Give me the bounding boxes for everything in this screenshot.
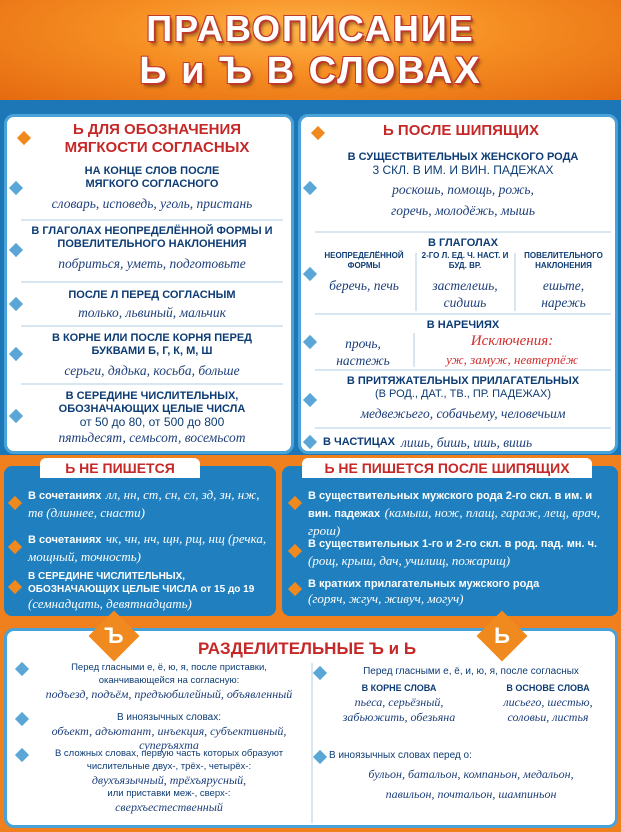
list-item (28, 570, 268, 612)
rule-caption: В СЕРЕДИНЕ ЧИСЛИТЕЛЬНЫХ, ОБОЗНАЧАЮЩИХ ЦЕЛЫЕ ЧИСЛА от 15 до 19 (28, 571, 255, 595)
diamond-icon (8, 540, 22, 554)
not-after-hushing-tab: Ь НЕ ПИШЕТСЯ ПОСЛЕ ШИПЯЩИХ (302, 458, 592, 478)
diamond-icon (8, 496, 22, 510)
column-examples: лисьего, шестью, соловьи, листья (503, 695, 593, 724)
exceptions-examples: уж, замуж, невтерпёж (446, 352, 578, 367)
diamond-icon (8, 580, 22, 594)
hard-sign-badge (89, 611, 140, 662)
rule-examples: только, львиный, мальчик (78, 305, 226, 320)
column-examples: пьеса, серьёзный, забьюжить, обезьяна (342, 695, 456, 724)
rule-caption: В СУЩЕСТВИТЕЛЬНЫХ ЖЕНСКОГО РОДА (347, 151, 579, 163)
list-item (33, 661, 305, 701)
rule-caption: В ЧАСТИЦАХ (323, 435, 396, 448)
list-item (33, 711, 305, 752)
list-item (28, 486, 268, 522)
not-written-tab: Ь НЕ ПИШЕТСЯ (40, 458, 200, 478)
rule-examples: сверхъестественный (115, 800, 223, 814)
rule-subcaption: (В РОД., ДАТ., ТВ., ПР. ПАДЕЖАХ) (374, 388, 552, 400)
separating-title: РАЗДЕЛИТЕЛЬНЫЕ Ъ и Ь (197, 639, 417, 658)
rule-examples: горечь, молодёжь, мышь (391, 203, 535, 218)
diamond-icon (303, 335, 317, 349)
not-written-panel (4, 460, 276, 616)
rule-examples: серьги, дядька, косьба, больше (64, 363, 240, 378)
rule-examples: павильон, почтальон, шампиньон (385, 787, 557, 801)
rule-caption: В ПРИТЯЖАТЕЛЬНЫХ ПРИЛАГАТЕЛЬНЫХ (346, 375, 580, 387)
diamond-icon (303, 435, 317, 449)
rule-caption: В иноязычных словах: (116, 712, 222, 723)
hushing-panel-title: Ь ПОСЛЕ ШИПЯЩИХ (382, 122, 540, 139)
list-item (21, 163, 283, 221)
divider (311, 663, 313, 823)
rule-caption: В КОРНЕ ИЛИ ПОСЛЕ КОРНЯ ПЕРЕД БУКВАМИ Б, Г, К, М, Ш (51, 332, 253, 357)
list-item (28, 530, 268, 566)
hard-sign-badge-letter: Ъ (104, 623, 124, 648)
rule-examples: объект, адъютант, инъекция, субъективный, суперъяхта (51, 724, 287, 752)
rule-subcaption: 3 СКЛ. В ИМ. И ВИН. ПАДЕЖАХ (372, 163, 554, 177)
soft-sign-panel (4, 114, 294, 454)
diamond-icon (288, 544, 302, 558)
panel-title-diamond-icon (311, 126, 325, 140)
list-item (329, 665, 613, 725)
list-item (21, 285, 283, 327)
column-head: В ОСНОВЕ СЛОВА (506, 683, 590, 693)
page-title-line2: Ь и Ъ В СЛОВАХ (139, 50, 482, 92)
rule-examples: побриться, уметь, подготовьте (58, 256, 246, 271)
diamond-icon (313, 750, 327, 764)
diamond-icon (15, 712, 29, 726)
rule-caption: ПОСЛЕ Л ПЕРЕД СОГЛАСНЫМ (68, 289, 236, 301)
rule-examples: (семнадцать, девятнадцать) (28, 596, 192, 611)
rule-caption: В существительных 1-го и 2-го скл. в род. пад. мн. ч. (308, 538, 598, 550)
rule-caption: В ГЛАГОЛАХ НЕОПРЕДЕЛЁННОЙ ФОРМЫ И ПОВЕЛИТЕЛЬНОГО НАКЛОНЕНИЯ (31, 225, 273, 250)
rule-examples: прочь, настежь (336, 336, 390, 368)
list-item (315, 317, 611, 371)
diamond-icon (288, 582, 302, 596)
rule-caption: В сложных словах, первую часть которых образуют числительные двух-, трёх-, четырёх-: (54, 748, 284, 772)
rule-caption: В ГЛАГОЛАХ (428, 237, 498, 249)
rule-examples: бульон, батальон, компаньон, медальон, (368, 767, 574, 781)
verb-column-examples: беречь, печь (329, 278, 399, 293)
divider (413, 333, 415, 367)
verb-column-examples: ешьте, нарежь (541, 278, 586, 310)
soft-sign-badge (477, 611, 528, 662)
rule-caption: НА КОНЦЕ СЛОВ ПОСЛЕ МЯГКОГО СОГЛАСНОГО (84, 165, 220, 190)
page-title-line1: ПРАВОПИСАНИЕ (146, 8, 475, 49)
rule-note: от 50 до 80, от 500 до 800 (79, 415, 225, 429)
not-after-hushing-panel (282, 460, 618, 616)
rule-examples: медвежьего, собачьему, человечьим (360, 406, 566, 421)
verb-column-head: 2-ГО Л. ЕД. Ч. НАСТ. И БУД. ВР. (421, 251, 509, 270)
rule-examples: (камыш, нож, плащ, гараж, лещ, врач, грош) (308, 505, 601, 538)
list-item (315, 373, 611, 429)
rule-caption: В НАРЕЧИЯХ (426, 319, 500, 331)
list-item (21, 387, 283, 451)
rule-examples: подъезд, подъём, предъюбилейный, объявленный (45, 687, 293, 701)
rule-caption: Перед гласными е, ё, и, ю, я, после согласных (363, 666, 579, 677)
diamond-icon (288, 496, 302, 510)
diamond-icon (15, 662, 29, 676)
soft-panel-title: Ь ДЛЯ ОБОЗНАЧЕНИЯ МЯГКОСТИ СОГЛАСНЫХ (64, 121, 250, 156)
list-item (315, 235, 611, 315)
verb-column-examples: застелешь, сидишь (432, 278, 498, 310)
rule-caption: В СЕРЕДИНЕ ЧИСЛИТЕЛЬНЫХ, ОБОЗНАЧАЮЩИХ ЦЕЛЫЕ ЧИСЛА (58, 390, 246, 415)
rule-examples: роскошь, помощь, рожь, (392, 182, 534, 197)
rule-examples: (рощ, крыш, дач, училищ, пожарищ) (308, 553, 511, 568)
exceptions-label: Исключения: (470, 333, 554, 349)
diamond-icon (313, 666, 327, 680)
list-item (33, 747, 305, 814)
verb-column-head: НЕОПРЕДЕЛЁННОЙ ФОРМЫ (324, 251, 404, 270)
list-item (315, 431, 611, 453)
rule-caption: В существительных мужского рода 2-го скл. в им. и вин. падежах (308, 490, 593, 520)
list-item (315, 149, 611, 233)
rule-examples: лл, нн, ст, сн, сл, зд, зн, нж, тв (длиннее, снасти) (28, 487, 260, 520)
separating-panel (4, 628, 618, 828)
list-item (308, 534, 612, 570)
list-item (308, 578, 612, 607)
rule-examples: лишь, бишь, ишь, вишь (401, 434, 533, 450)
verb-column-head: ПОВЕЛИТЕЛЬНОГО НАКЛОНЕНИЯ (524, 251, 603, 270)
hushing-panel (298, 114, 618, 454)
rule-examples: (горяч, жгуч, живуч, могуч) (308, 591, 464, 606)
rule-caption: В сочетаниях (28, 534, 102, 546)
rule-examples: пятьдесят, семьсот, восемьсот (58, 430, 246, 445)
list-item (329, 749, 613, 802)
list-item (21, 223, 283, 283)
rule-caption: В сочетаниях (28, 490, 102, 502)
column-head: В КОРНЕ СЛОВА (361, 683, 437, 693)
rule-examples: чк, чн, нч, щн, рщ, нщ (речка, мощный, точность) (28, 531, 267, 564)
rule-caption: или приставки меж-, сверх-: (107, 788, 231, 799)
soft-sign-badge-letter: Ь (494, 623, 510, 648)
rule-caption: Перед гласными е, ё, ю, я, после приставки, оканчивающейся на согласную: (71, 662, 267, 686)
list-item (21, 329, 283, 385)
rule-examples: словарь, исповедь, уголь, пристань (51, 196, 253, 211)
rule-examples: двухъязычный, трёхъярусный, (91, 773, 247, 787)
list-item (308, 486, 612, 540)
rule-caption: В иноязычных словах перед о: (329, 750, 472, 761)
panel-title-diamond-icon (17, 131, 31, 145)
rule-caption: В кратких прилагательных мужского рода (308, 578, 540, 590)
diamond-icon (15, 748, 29, 762)
